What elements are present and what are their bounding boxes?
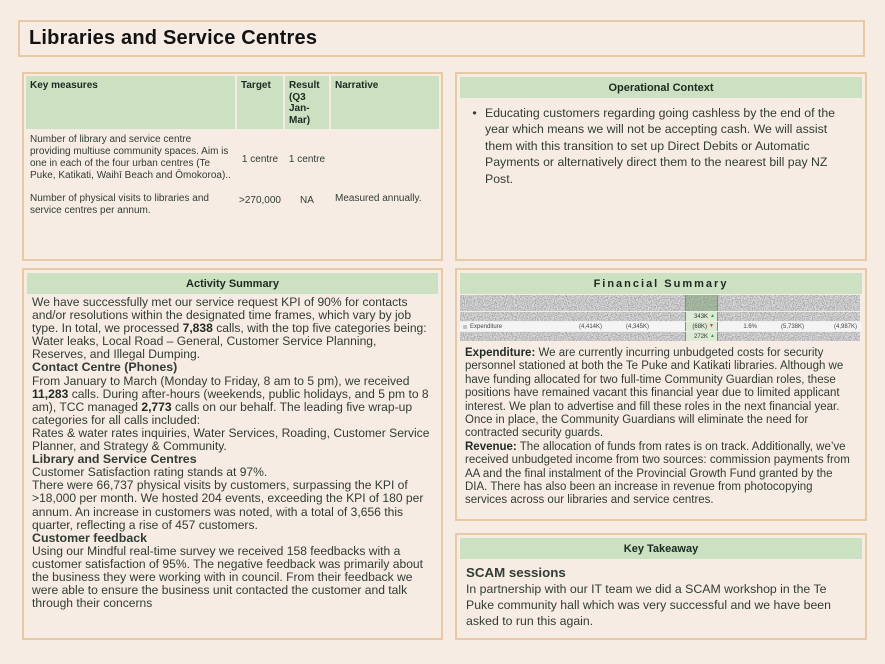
paragraph: Customer Satisfaction rating stands at 97%. bbox=[32, 465, 268, 480]
bullet-item bbox=[464, 105, 856, 187]
paragraph bbox=[465, 347, 857, 441]
activity-summary-panel bbox=[22, 268, 443, 640]
paragraph: In partnership with our IT team we did a SCAM workshop in the Te Puke community hall which was very successful and we have been asked to run this again. bbox=[466, 582, 831, 628]
text-run: calls on our behalf. The leading five wrap-up categories for all calls included: bbox=[32, 399, 413, 427]
variance-cell bbox=[685, 312, 718, 321]
variance-value: (68K) bbox=[692, 323, 708, 330]
value-cell: 1.6% bbox=[743, 323, 757, 330]
redacted-noise bbox=[718, 312, 860, 321]
panel-header: Activity Summary bbox=[27, 273, 438, 294]
key-takeaway-panel bbox=[455, 533, 867, 640]
paragraph: Using our Mindful real-time survey we received 158 feedbacks with a customer satisfaction of 95%. The negative feedback was primarily about the business they were working with in council. From their feedback we were able to ensure the business unit contacted the customer and talk through their concerns bbox=[32, 543, 424, 611]
bold-stat: 2,773 bbox=[141, 399, 172, 414]
redacted-noise bbox=[718, 295, 860, 311]
operational-context-panel bbox=[455, 72, 867, 261]
col-header-result: Result (Q3 Jan-Mar) bbox=[285, 76, 329, 129]
narrative-cell: Measured annually. bbox=[335, 193, 422, 204]
redacted-header-row bbox=[460, 295, 862, 311]
key-measures-header-row bbox=[26, 76, 439, 129]
measure-cell: Number of physical visits to libraries and service centres per annum. bbox=[30, 193, 209, 216]
text-run: calls. During after-hours (weekends, public holidays, and 5 pm to 8 am), TCC managed bbox=[32, 386, 429, 414]
section-heading: SCAM sessions bbox=[466, 565, 566, 580]
up-arrow-icon: ▲ bbox=[710, 313, 715, 319]
key-measures-panel bbox=[22, 72, 443, 261]
narrative-cell bbox=[331, 134, 439, 182]
bullet-text: Educating customers regarding going cashless by the end of the year which means we will not be accepting cash. We will assist them with this transition to set up Direct Debits or Automatic Payments or alternatively direct them to the nearest bill pay NZ Post. bbox=[485, 106, 835, 186]
paragraph bbox=[32, 375, 433, 427]
page-title-box bbox=[18, 20, 865, 57]
variance-value: 272K bbox=[694, 333, 709, 340]
value-cell bbox=[652, 322, 685, 331]
text-run: From January to March (Monday to Friday, 8 am to 5 pm), we received bbox=[32, 373, 410, 388]
section-heading: Library and Service Centres bbox=[32, 452, 197, 467]
redacted-noise bbox=[460, 295, 685, 311]
paragraph bbox=[32, 296, 433, 335]
bold-stat: 11,283 bbox=[32, 386, 69, 401]
bold-stat: 7,838 bbox=[182, 321, 213, 336]
text-run: calls, with the top five categories being: bbox=[212, 321, 427, 336]
result-cell: NA bbox=[300, 195, 314, 206]
row-label-text: Expenditure bbox=[470, 323, 503, 330]
result-cell: 1 centre bbox=[288, 154, 326, 166]
paragraph bbox=[465, 441, 857, 508]
paragraph: Rates & water rates inquiries, Water Services, Roading, Customer Service Planner, and Strategy & Community. bbox=[32, 425, 430, 454]
text-run: The allocation of funds from rates is on track. Additionally, we’ve received unbudgeted income from two sources: commission payments from AA and the final instalment of the Provincial Growth Fund granted by the DIA. There has also been an increase in revenue from photocopying services across our libraries and service centres. bbox=[465, 440, 850, 507]
col-header-key-measures: Key measures bbox=[26, 76, 235, 129]
key-measures-table bbox=[26, 76, 439, 217]
section-heading: Contact Centre (Phones) bbox=[32, 360, 178, 375]
table-row bbox=[26, 193, 439, 217]
paragraph: There were 66,737 physical visits by customers, surpassing the KPI of >18,000 per month. We hosted 204 events, exceeding the KPI of 180 per annum. An increase in customers was noted, with a total of 3,656 this quarter, reflecting a rise of 457 customers. bbox=[32, 478, 424, 532]
bullet-glyph: • bbox=[472, 106, 477, 120]
up-arrow-icon: ▲ bbox=[710, 333, 715, 339]
text-run: We are currently incurring unbudgeted costs for security personnel stationed at both the Te Puke and Katikati libraries. Although we have funding allocated for two full-time Community Guardian roles, these positions have remained vacant this financial year due to limited applicant interest. We plan to advertise and fill these roles in the next financial year. Once in place, the Community Guardians will eliminate the need for contracted security guards. bbox=[465, 347, 844, 440]
operational-context-body bbox=[457, 98, 865, 187]
row-label bbox=[460, 322, 560, 331]
key-takeaway-body bbox=[457, 559, 865, 629]
redacted-data-row bbox=[460, 332, 862, 341]
col-header-target: Target bbox=[237, 76, 283, 129]
legend-square-icon bbox=[463, 325, 467, 329]
panel-header: Financial Summary bbox=[460, 273, 862, 294]
redacted-noise bbox=[460, 332, 685, 341]
down-arrow-icon: ▼ bbox=[709, 323, 714, 329]
col-header-narrative: Narrative bbox=[331, 76, 439, 129]
table-row bbox=[26, 134, 439, 182]
redacted-noise bbox=[718, 332, 860, 341]
activity-summary-body bbox=[24, 294, 441, 610]
revenue-label: Revenue: bbox=[465, 440, 517, 453]
measure-cell: Number of library and service centre providing multiuse community spaces. Aim is one in each of the four urban centres (Te Puke, Katikati, Waihī Beach and Ōmokoroa).. bbox=[30, 134, 231, 182]
expenditure-row bbox=[460, 322, 862, 331]
redacted-noise bbox=[685, 295, 718, 311]
variance-cell bbox=[685, 322, 718, 331]
variance-value: 343K bbox=[694, 313, 709, 320]
panel-header: Operational Context bbox=[460, 77, 862, 98]
variance-cell bbox=[685, 332, 718, 341]
value-cell: (4,345K) bbox=[625, 323, 649, 330]
page-title: Libraries and Service Centres bbox=[29, 27, 318, 49]
text-run: We have successfully met our service request KPI of 90% for contacts and/or resolutions within the designated time frames, which vary by job type. In total, we processed bbox=[32, 295, 412, 336]
value-cell: (5,738K) bbox=[780, 323, 804, 330]
target-cell: 1 centre bbox=[241, 154, 279, 166]
value-cell: (4,987K) bbox=[833, 323, 857, 330]
panel-header: Key Takeaway bbox=[460, 538, 862, 559]
target-cell: >270,000 bbox=[239, 195, 281, 206]
financial-mini-table bbox=[460, 295, 862, 341]
financial-summary-panel bbox=[455, 268, 867, 521]
redacted-data-row bbox=[460, 312, 862, 321]
redacted-noise bbox=[460, 312, 685, 321]
expenditure-label: Expenditure: bbox=[465, 347, 536, 359]
value-cell: (4,414K) bbox=[578, 323, 602, 330]
paragraph: Water leaks, Local Road – General, Customer Service Planning, Reserves, and Illegal Dumping. bbox=[32, 334, 377, 362]
section-heading: Customer feedback bbox=[32, 530, 147, 545]
financial-summary-body bbox=[457, 344, 865, 508]
